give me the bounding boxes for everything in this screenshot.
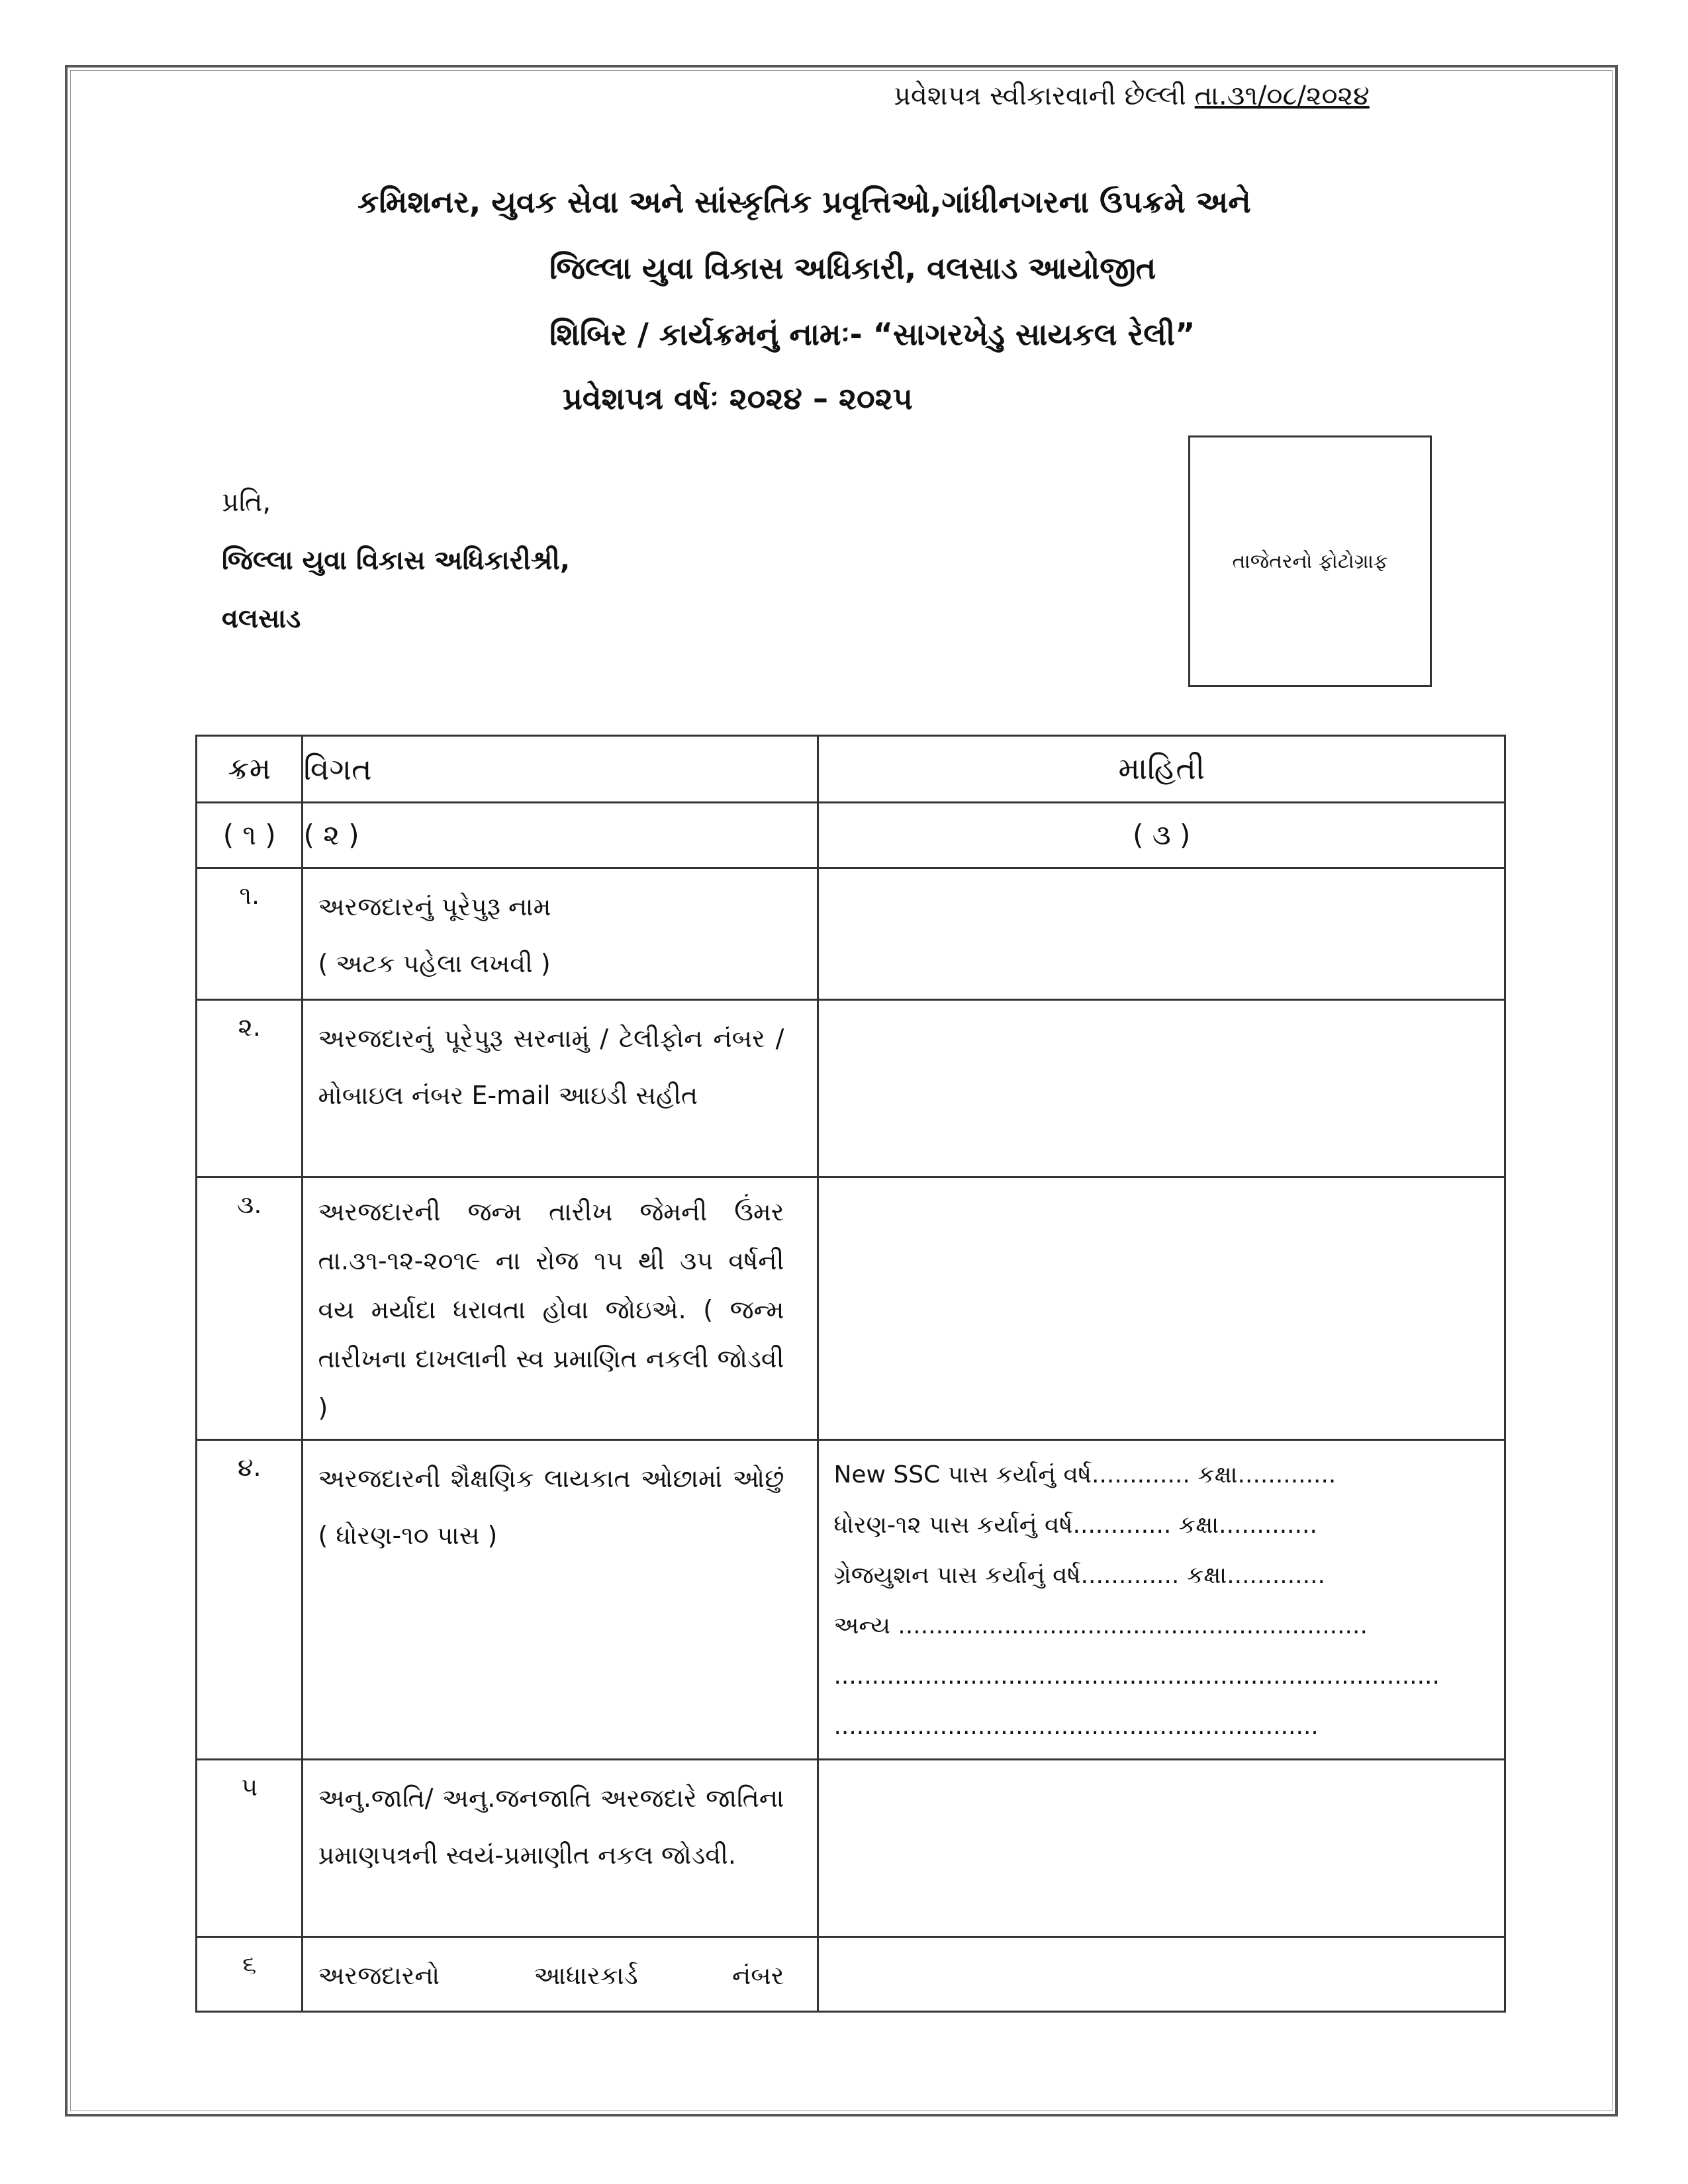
row-detail: અરજદારનો આધારકાર્ડ નંબર — [303, 1937, 818, 2012]
header-details: વિગત — [303, 736, 818, 803]
row-detail — [303, 868, 818, 1000]
form-year: પ્રવેશપત્ર વર્ષઃ ૨૦૨૪ – ૨૦૨૫ — [563, 381, 913, 416]
addressee-officer: જિલ્લા યુવા વિકાસ અધિકારીશ્રી, — [222, 545, 571, 576]
caste-certificate-field[interactable] — [818, 1760, 1505, 1937]
row-detail: અરજદારની શૈક્ષણિક લાયકાત ઓછામાં ઓછું ( ધોરણ-૧૦ પાસ ) — [303, 1440, 818, 1760]
table-header-row — [197, 736, 1505, 803]
addressee-block — [222, 473, 570, 648]
birth-date-field[interactable] — [818, 1177, 1505, 1440]
table-row — [197, 1177, 1505, 1440]
column-number-3: ( ૩ ) — [818, 803, 1505, 868]
table-row — [197, 868, 1505, 1000]
education-blank-line[interactable]: ................................................................................ — [833, 1662, 1440, 1690]
education-blank-line[interactable]: ................................................................ — [833, 1713, 1319, 1740]
header-line-2: જિલ્લા યુવા વિકાસ અધિકારી, વલસાડ આયોજીત — [549, 250, 1156, 286]
table-row — [197, 1440, 1505, 1760]
row-number: ૪. — [197, 1440, 303, 1760]
submission-deadline — [894, 81, 1370, 111]
row-detail: અનુ.જાતિ/ અનુ.જનજાતિ અરજદારે જાતિના પ્રમાણપત્રની સ્વયં-પ્રમાણીત નકલ જોડવી. — [303, 1760, 818, 1937]
addressee-place: વલસાડ — [222, 604, 301, 634]
aadhaar-number-field[interactable] — [818, 1937, 1505, 2012]
education-ssc-line[interactable]: New SSC પાસ કર્યાનું વર્ષ............. કક્ષા............. — [833, 1461, 1336, 1488]
row-detail: અરજદારની જન્મ તારીખ જેમની ઉંમર તા.૩૧-૧૨-૨૦૧૯ ના રોજ ૧૫ થી ૩૫ વર્ષની વય મર્યાદા ધરાવતા હોવા જોઇએ. ( જન્મ તારીખના દાખલાની સ્વ પ્રમાણિત નકલી જોડવી ) — [303, 1177, 818, 1440]
photo-label: તાજેતરનો ફોટોગ્રાફ — [1232, 549, 1388, 573]
table-row — [197, 1000, 1505, 1177]
applicant-name-field[interactable] — [818, 868, 1505, 1000]
row-number: ૫ — [197, 1760, 303, 1937]
row-number: ૬ — [197, 1937, 303, 2012]
column-number-1: ( ૧ ) — [197, 803, 303, 868]
header-line-1: કમિશનર, યુવક સેવા અને સાંસ્કૃતિક પ્રવૃત્તિઓ,ગાંધીનગરના ઉપક્રમે અને — [357, 184, 1251, 220]
education-info — [818, 1440, 1505, 1760]
row-detail-line: ( અટક પહેલા લખવી ) — [318, 949, 551, 978]
column-number-2: ( ૨ ) — [303, 803, 818, 868]
row-detail: અરજદારનું પૂરેપુરૂ સરનામું / ટેલીફોન નંબર / મોબાઇલ નંબર E-mail આઇડી સહીત — [303, 1000, 818, 1177]
table-row — [197, 1760, 1505, 1937]
row-detail-line: અરજદારનું પૂરેપુરૂ નામ — [318, 892, 551, 921]
header-information: માહિતી — [818, 736, 1505, 803]
education-hsc-line[interactable]: ધોરણ-૧૨ પાસ કર્યાનું વર્ષ............. કક્ષા............. — [833, 1512, 1317, 1539]
education-graduation-line[interactable]: ગ્રેજયુશન પાસ કર્યાનું વર્ષ............. કક્ષા............. — [833, 1562, 1325, 1589]
column-number-row — [197, 803, 1505, 868]
application-form-table — [195, 735, 1506, 2013]
photo-box — [1188, 435, 1432, 687]
row-number: ૨. — [197, 1000, 303, 1177]
row-number: ૩. — [197, 1177, 303, 1440]
deadline-date: તા.૩૧/૦૮/૨૦૨૪ — [1194, 81, 1370, 111]
header-serial: ક્રમ — [197, 736, 303, 803]
applicant-address-field[interactable] — [818, 1000, 1505, 1177]
row-number: ૧. — [197, 868, 303, 1000]
education-other-line[interactable]: અન્ય .............................................................. — [833, 1612, 1368, 1639]
table-row — [197, 1937, 1505, 2012]
program-name: શિબિર / કાર્યક્રમનું નામઃ- “સાગરખેડુ સાયકલ રેલી” — [549, 316, 1196, 352]
addressee-prati: પ્રતિ, — [222, 487, 271, 518]
deadline-label: પ્રવેશપત્ર સ્વીકારવાની છેલ્લી — [894, 81, 1186, 111]
